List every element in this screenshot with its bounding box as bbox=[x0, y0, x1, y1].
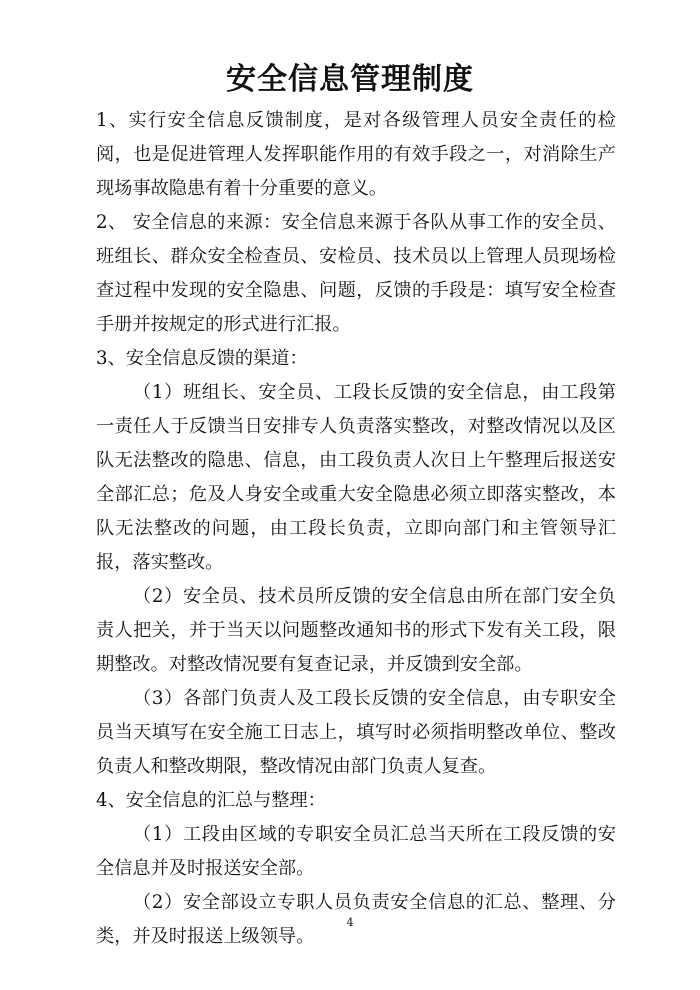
paragraph-1: 1、实行安全信息反馈制度，是对各级管理人员安全责任的检阅，也是促进管理人发挥职能作用的有效手段之一，对消除生产现场事故隐患有着十分重要的意义。 bbox=[96, 110, 616, 199]
paragraph-4-1: （1）工段由区域的专职安全员汇总当天所在工段反馈的安全信息并及时报送安全部。 bbox=[96, 824, 616, 879]
paragraph-3-3: （3）各部门负责人及工段长反馈的安全信息，由专职安全员当天填写在安全施工日志上，填写时必须指明整改单位、整改负责人和整改期限，整改情况由部门负责人复查。 bbox=[96, 688, 616, 777]
document-title: 安全信息管理制度 bbox=[226, 62, 474, 97]
paragraph-3-1: （1）班组长、安全员、工段长反馈的安全信息，由工段第一责任人于反馈当日安排专人负责落实整改，对整改情况以及区队无法整改的隐患、信息，由工段负责人次日上午整理后报送安全部汇总；危及人身安全或重大安全隐患必须立即落实整改，本队无法整改的问题，由工段长负责，立即向部门和主管领导汇报，落实整改。 bbox=[96, 382, 616, 573]
paragraph-2: 2、 安全信息的来源：安全信息来源于各队从事工作的安全员、班组长、群众安全检查员、安检员、技术员以上管理人员现场检查过程中发现的安全隐患、问题，反馈的手段是：填写安全检查手册并按规定的形式进行汇报。 bbox=[96, 212, 616, 335]
paragraph-3-heading: 3、安全信息反馈的渠道： bbox=[96, 348, 308, 369]
page-number: 4 bbox=[346, 916, 354, 929]
paragraph-3-2: （2）安全员、技术员所反馈的安全信息由所在部门安全负责人把关，并于当天以问题整改通知书的形式下发有关工段，限期整改。对整改情况要有复查记录，并反馈到安全部。 bbox=[96, 586, 616, 675]
paragraph-4-2: （2）安全部设立专职人员负责安全信息的汇总、整理、分类，并及时报送上级领导。 bbox=[96, 892, 616, 947]
paragraph-4-heading: 4、安全信息的汇总与整理： bbox=[96, 790, 326, 811]
document-body bbox=[96, 104, 616, 954]
